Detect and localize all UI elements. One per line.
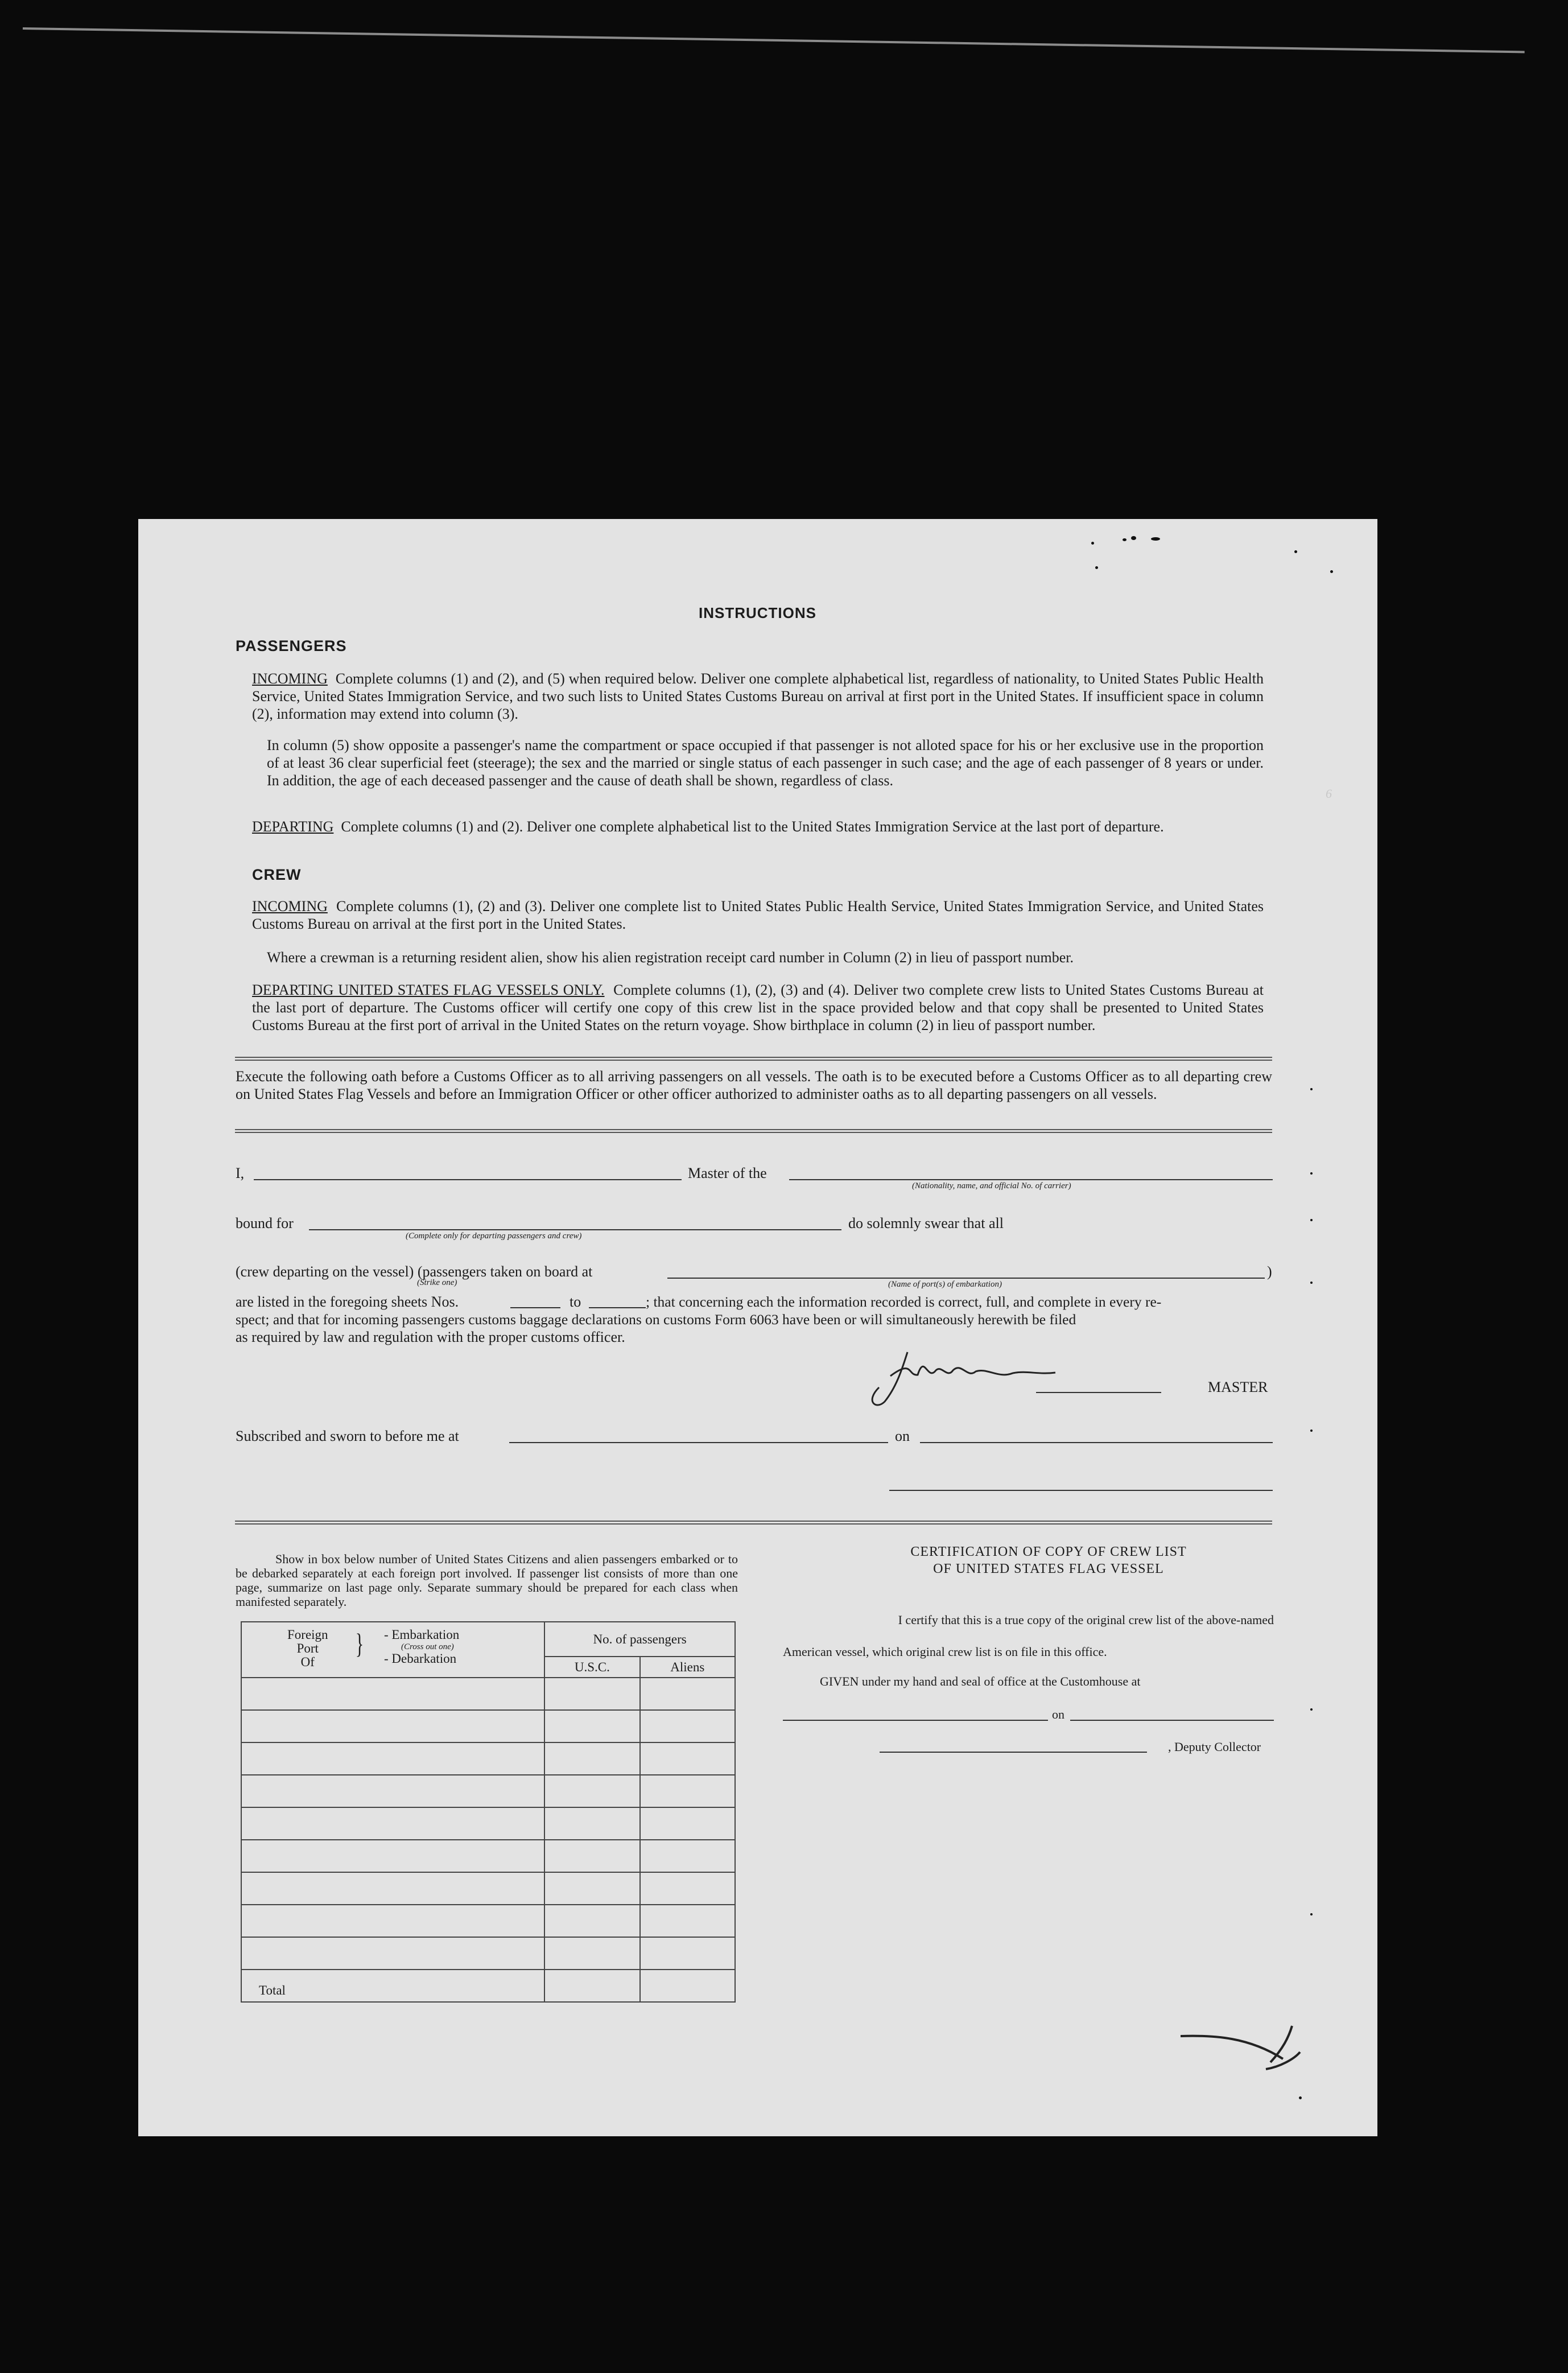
ink-speck (1330, 570, 1333, 573)
aliens-header: Aliens (640, 1657, 735, 1678)
foreign-word: Foreign (287, 1628, 328, 1642)
crew-resident-alien-paragraph: Where a crewman is a returning resident alien, show his alien registration receipt card number in Column (2) in lieu of passport number. (267, 949, 1074, 966)
instructions-title: INSTRUCTIONS (699, 604, 816, 621)
ports-box-instruction: Show in box below number of United States Citizens and alien passengers embarked or to be debarked separately at each foreign port involved. If passenger list consists of more than one page, summarize on last page only. Separate summary should be prepared for each class when manifested separately. (236, 1552, 738, 1609)
certification-on-label: on (1052, 1707, 1064, 1721)
incoming-label: INCOMING (252, 670, 328, 687)
subscribed-label: Subscribed and sworn to before me at (236, 1428, 459, 1444)
port-word: Port (296, 1641, 319, 1655)
passengers-departing-paragraph (252, 818, 1264, 835)
debarkation-option[interactable]: - Debarkation (384, 1651, 457, 1666)
usc-cell[interactable] (544, 1710, 639, 1742)
incoming-text: Complete columns (1) and (2), and (5) when required below. Deliver one complete alphabetical list, regardless of nationality, to United States Public Health Service, United States Immigration Service, and two such lists to United States Customs Bureau on arrival at first port in the United States. If insufficient space in column (2), information may extend into column (3). (252, 670, 1264, 722)
oath-statement-line-2: spect; and that for incoming passengers customs baggage declarations on customs Form 6063 have been or will simultaneously herewith be filed (236, 1311, 1076, 1328)
crew-departing-paragraph (252, 981, 1264, 1034)
crew-heading: CREW (252, 866, 302, 883)
close-paren: ) (1267, 1263, 1272, 1280)
passengers-incoming-paragraph (252, 670, 1264, 723)
no-of-passengers-header: No. of passengers (544, 1622, 735, 1657)
ink-speck (1310, 1219, 1313, 1221)
bound-for-field[interactable] (309, 1229, 841, 1230)
handwritten-signature-graphic (868, 1348, 1084, 1410)
port-cell[interactable] (241, 1905, 544, 1937)
officer-signature-field[interactable] (889, 1490, 1273, 1491)
oath-statement-line-1: ; that concerning each the information recorded is correct, full, and complete in every re- (646, 1293, 1162, 1310)
master-signature-line (1036, 1392, 1161, 1393)
film-edge-line (23, 27, 1525, 53)
embarkation-port-field[interactable] (667, 1278, 1265, 1279)
total-label: Total (241, 1970, 544, 2002)
usc-total-cell[interactable] (544, 1970, 639, 2002)
carrier-field[interactable] (789, 1179, 1273, 1180)
usc-header: U.S.C. (544, 1657, 639, 1678)
aliens-cell[interactable] (640, 1775, 735, 1807)
subscribed-date-field[interactable] (920, 1442, 1273, 1443)
sheet-from-field[interactable] (510, 1307, 560, 1308)
oath-instructions: Execute the following oath before a Customs Officer as to all arriving passengers on all vessels. The oath is to be executed before a Customs Officer as to all departing crew on United States Flag Vessels and before an Immigration Officer or other officer authorized to administer oaths as to all departing passengers on all vessels. (236, 1068, 1272, 1102)
ink-speck (1095, 566, 1098, 569)
port-header-cell (241, 1622, 544, 1678)
of-word: Of (300, 1655, 315, 1669)
aliens-cell[interactable] (640, 1905, 735, 1937)
oath-i-label: I, (236, 1165, 245, 1181)
port-cell[interactable] (241, 1742, 544, 1775)
usc-cell[interactable] (544, 1937, 639, 1970)
ink-speck (1299, 2096, 1302, 2099)
master-name-field[interactable] (254, 1179, 682, 1180)
crew-departing-text: Complete columns (1), (2), (3) and (4). Deliver two complete crew lists to United States Customs Bureau at the last port of departure. The Customs officer will certify one copy of this crew list in the space provided below and that copy shall be presented to United States Customs Bureau at the first port of arrival in the United States on the return voyage. Show birthplace in column (2) in lieu of passport number. (252, 982, 1264, 1033)
port-cell[interactable] (241, 1678, 544, 1710)
crew-departing-label: DEPARTING UNITED STATES FLAG VESSELS ONLY. (252, 982, 605, 998)
crew-incoming-paragraph (252, 897, 1264, 933)
strike-one-caption: (Strike one) (417, 1278, 457, 1287)
departing-label: DEPARTING (252, 818, 334, 835)
section-divider (235, 1057, 1272, 1061)
deputy-collector-label: , Deputy Collector (1168, 1740, 1261, 1754)
oath-statement-line-3: as required by law and regulation with the proper customs officer. (236, 1329, 625, 1345)
certification-title (821, 1543, 1276, 1577)
cross-out-one-caption: (Cross out one) (401, 1642, 454, 1651)
master-label: MASTER (1208, 1379, 1268, 1395)
crew-passengers-label: (crew departing on the vessel) (passengers taken on board at (236, 1263, 593, 1280)
certification-title-line-1: CERTIFICATION OF COPY OF CREW LIST (910, 1544, 1187, 1559)
given-line: GIVEN under my hand and seal of office at the Customhouse at (820, 1674, 1141, 1688)
sheet-to-field[interactable] (589, 1307, 646, 1308)
crew-incoming-text: Complete columns (1), (2) and (3). Deliver one complete list to United States Public Health Service, United States Immigration Service, and United States Customs Bureau on arrival at the first port in the United States. (252, 898, 1264, 932)
ink-speck (1294, 550, 1297, 553)
aliens-cell[interactable] (640, 1742, 735, 1775)
embarkation-option[interactable]: - Embarkation (384, 1628, 460, 1642)
port-cell[interactable] (241, 1710, 544, 1742)
aliens-cell[interactable] (640, 1678, 735, 1710)
ink-speck (1310, 1172, 1313, 1175)
subscribed-place-field[interactable] (509, 1442, 888, 1443)
margin-mark: 6 (1326, 786, 1332, 801)
port-caption: (Name of port(s) of embarkation) (888, 1280, 1002, 1289)
ports-summary-table (241, 1621, 736, 2003)
passengers-heading: PASSENGERS (236, 637, 347, 654)
deputy-collector-signature-field[interactable] (880, 1752, 1147, 1753)
certify-line-1: I certify that this is a true copy of the original crew list of the above-named (898, 1613, 1274, 1627)
embarkation-options (384, 1628, 459, 1666)
foreign-port-of-label (287, 1628, 328, 1669)
port-cell[interactable] (241, 1872, 544, 1905)
sheets-to-label: to (570, 1293, 581, 1310)
departing-text: Complete columns (1) and (2). Deliver one complete alphabetical list to the United States Immigration Service at the last port of departure. (341, 818, 1164, 835)
master-signature (868, 1348, 1084, 1413)
usc-cell[interactable] (544, 1905, 639, 1937)
aliens-cell[interactable] (640, 1807, 735, 1840)
bound-for-label: bound for (236, 1215, 294, 1231)
bound-for-caption: (Complete only for departing passengers and crew) (406, 1231, 582, 1241)
ink-speck (1091, 542, 1094, 545)
certification-date-field[interactable] (1070, 1720, 1274, 1721)
ink-speck (1151, 537, 1160, 541)
aliens-cell[interactable] (640, 1710, 735, 1742)
manifest-back-page (138, 519, 1377, 2136)
aliens-cell[interactable] (640, 1872, 735, 1905)
section-divider (235, 1129, 1272, 1133)
listed-sheets-label: are listed in the foregoing sheets Nos. (236, 1293, 459, 1310)
subscribed-on-label: on (895, 1428, 910, 1444)
port-cell[interactable] (241, 1840, 544, 1872)
usc-cell[interactable] (544, 1872, 639, 1905)
usc-cell[interactable] (544, 1775, 639, 1807)
customhouse-field[interactable] (783, 1720, 1048, 1721)
ink-speck (1310, 1913, 1313, 1915)
master-of-the-label: Master of the (688, 1165, 767, 1181)
usc-cell[interactable] (544, 1807, 639, 1840)
aliens-cell[interactable] (640, 1840, 735, 1872)
port-cell[interactable] (241, 1775, 544, 1807)
port-cell[interactable] (241, 1937, 544, 1970)
usc-cell[interactable] (544, 1840, 639, 1872)
ink-speck (1310, 1088, 1313, 1090)
carrier-caption: (Nationality, name, and official No. of carrier) (912, 1181, 1071, 1190)
section-divider (235, 1521, 1272, 1525)
swear-label: do solemnly swear that all (848, 1215, 1004, 1231)
pen-check-mark (1181, 2014, 1311, 2077)
certification-title-line-2: OF UNITED STATES FLAG VESSEL (933, 1562, 1164, 1576)
ink-speck (1310, 1429, 1313, 1432)
passengers-column5-paragraph: In column (5) show opposite a passenger's name the compartment or space occupied if that passenger is not alloted space for his or her exclusive use in the proportion of at least 36 clear superficial feet (steerage); the sex and the married or single status of each passenger in such case; and the age of each passenger of 8 years or under. In addition, the age of each deceased passenger and the cause of death shall be shown, regardless of class. (267, 737, 1264, 789)
usc-cell[interactable] (544, 1742, 639, 1775)
brace-icon: } (355, 1628, 364, 1659)
certify-line-2: American vessel, which original crew list is on file in this office. (783, 1645, 1107, 1659)
ink-speck (1131, 536, 1136, 540)
aliens-total-cell[interactable] (640, 1970, 735, 2002)
crew-incoming-label: INCOMING (252, 898, 328, 914)
usc-cell[interactable] (544, 1678, 639, 1710)
ink-speck (1310, 1282, 1313, 1284)
ink-speck (1310, 1708, 1313, 1711)
port-cell[interactable] (241, 1807, 544, 1840)
ink-speck (1123, 538, 1127, 541)
aliens-cell[interactable] (640, 1937, 735, 1970)
